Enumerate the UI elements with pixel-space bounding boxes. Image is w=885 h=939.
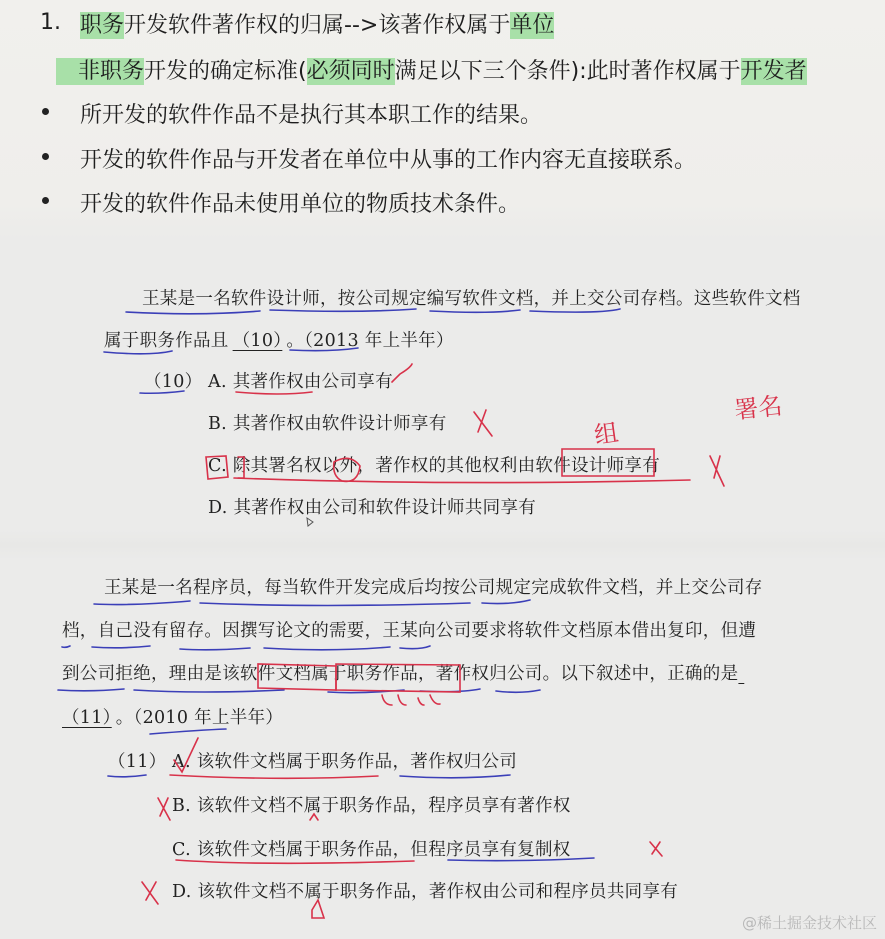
cross-icon: [142, 882, 158, 904]
q11-option-a: A. 该软件文档属于职务作品，著作权归公司: [172, 752, 518, 772]
q10-option-d: D. 其著作权由公司和软件设计师共同享有: [208, 498, 537, 518]
q10-option-b: B. 其著作权由软件设计师享有: [208, 414, 447, 434]
section-title: 职务开发软件著作权的归属-->该著作权属于单位: [80, 13, 555, 38]
q10-label: （10）: [144, 372, 203, 392]
cross-icon: [474, 410, 492, 436]
bullet-item: 所开发的软件作品不是执行其本职工作的结果。: [80, 103, 543, 128]
cross-icon: [710, 456, 724, 486]
section-number: 1.: [40, 10, 61, 35]
highlight-developer: 开发者: [740, 59, 807, 84]
q10-option-c: C. 除其署名权以外，著作权的其他权利由软件设计师享有: [208, 456, 661, 476]
red-marks: [142, 364, 724, 918]
q11-option-d: D. 该软件文档不属于职务作品，著作权由公司和程序员共同享有: [172, 882, 679, 902]
q11-label: （11）: [108, 752, 167, 772]
handwritten-note-zu: 组: [592, 418, 621, 450]
bullet-item: 开发的软件作品与开发者在单位中从事的工作内容无直接联系。: [80, 148, 697, 173]
q11-stem-line3: 到公司拒绝，理由是该软件文档属于职务作品，著作权归公司。以下叙述中，正确的是: [62, 664, 739, 684]
section-subtitle: 非职务开发的确定标准(必须同时满足以下三个条件):此时著作权属于开发者: [56, 54, 807, 85]
highlight-unit: 单位: [510, 13, 555, 38]
q11-stem-line2: 档，自己没有留存。因撰写论文的需要，王某向公司要求将软件文档原本借出复印，但遭: [62, 621, 757, 641]
q11-blank: （11）: [62, 708, 112, 728]
watermark: @稀土掘金技术社区: [741, 914, 877, 932]
cross-icon: [650, 842, 662, 856]
q10-stem-line2: 属于职务作品且 （10） 。（2013 年上半年）: [104, 331, 454, 351]
highlight-duty: 职务: [80, 13, 125, 38]
q11-option-b: B. 该软件文档不属于职务作品，程序员享有著作权: [172, 796, 571, 816]
q10-option-a: A. 其著作权由公司享有: [208, 372, 393, 392]
q11-stem-line1: 王某是一名程序员，每当软件开发完成后均按公司规定完成软件文档，并上交公司存: [104, 578, 763, 598]
q11-stem-line4: （11） 。（2010 年上半年）: [62, 708, 284, 728]
q11-option-c: C. 该软件文档属于职务作品，但程序员享有复制权: [172, 840, 571, 860]
q10-blank: （10）: [232, 331, 283, 351]
highlight-must: 必须同时: [306, 59, 395, 84]
q10-stem-line1: 王某是一名软件设计师，按公司规定编写软件文档，并上交公司存档。这些软件文档: [142, 289, 801, 309]
check-icon: [392, 364, 412, 382]
bullet-item: 开发的软件作品未使用单位的物质技术条件。: [80, 192, 521, 217]
box-mark: [206, 456, 228, 479]
cursor-icon: [307, 518, 313, 526]
highlight-non-duty: 非职务: [56, 58, 144, 85]
cross-icon: [158, 798, 170, 820]
handwritten-note-signature: 署名: [732, 391, 784, 425]
check-icon: [174, 738, 198, 772]
